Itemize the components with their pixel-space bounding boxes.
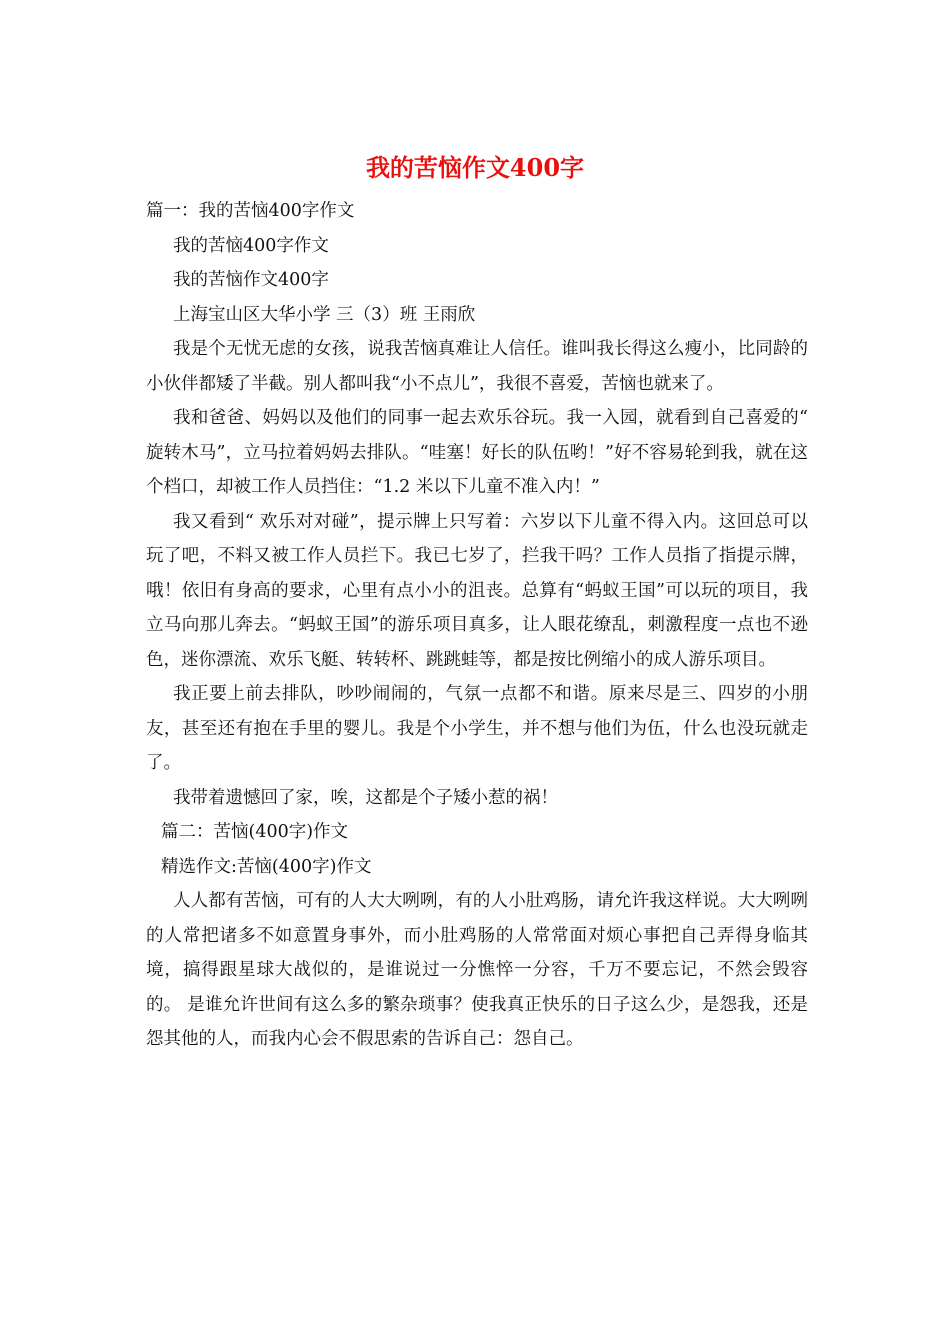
document-title: 我的苦恼作文400字 — [365, 153, 585, 182]
body-paragraph: 我正要上前去排队，吵吵闹闹的，气氛一点都不和谐。原来尽是三、四岁的小朋友，甚至还有抱在手里的婴儿。我是个小学生，并不想与他们为伍，什么也没玩就走了。 — [146, 684, 808, 773]
body-paragraph: 人人都有苦恼，可有的人大大咧咧，有的人小肚鸡肠，请允许我这样说。大大咧咧的人常把诸多不如意置身事外，而小肚鸡肠的人常常面对烦心事把自己弄得身临其境，搞得跟星球大战似的，是谁说过一分憔悴一分容，千万不要忘记，不然会毁容的。 是谁允许世间有这么多的繁杂琐事？使我真正快乐的日子这么少，是怨我，还是怨其他的人，而我内心会不假思索的告诉自己：怨自己。 — [146, 891, 808, 1049]
body-paragraph: 我带着遗憾回了家，唉，这都是个子矮小惹的祸！ — [173, 787, 558, 808]
document-body — [146, 194, 808, 1057]
section-heading-two: 篇二：苦恼(400字)作文 — [161, 822, 349, 842]
body-paragraph: 我又看到“ 欢乐对对碰”，提示牌上只写着：六岁以下儿童不得入内。这回总可以玩了吧，不料又被工作人员拦下。我已七岁了，拦我干吗？工作人员指了指提示牌，哦！依旧有身高的要求，心里有点小小的沮丧。总算有“蚂蚁王国”可以玩的项目，我立马向那儿奔去。“蚂蚁王国”的游乐项目真多，让人眼花缭乱，刺激程度一点也不逊色，迷你漂流、欢乐飞艇、转转杯、跳跳蛙等，都是按比例缩小的成人游乐项目。 — [146, 511, 808, 670]
essay-title-line: 我的苦恼作文400字 — [173, 270, 329, 290]
section-heading-one: 篇一：我的苦恼400字作文 — [146, 201, 355, 221]
author-line: 上海宝山区大华小学 三（3）班 王雨欣 — [173, 304, 476, 325]
body-paragraph: 我是个无忧无虑的女孩，说我苦恼真难让人信任。谁叫我长得这么瘦小，比同龄的 小伙伴都矮了半截。别人都叫我“小不点儿”，我很不喜爱，苦恼也就来了。 — [146, 339, 808, 394]
essay-title-line: 我的苦恼400字作文 — [173, 235, 329, 256]
essay-subtitle-line: 精选作文:苦恼(400字)作文 — [161, 856, 372, 877]
body-paragraph: 我和爸爸、妈妈以及他们的同事一起去欢乐谷玩。我一入园，就看到自己喜爱的“ 旋转木马”，立马拉着妈妈去排队。“哇塞！好长的队伍哟！”好不容易轮到我，就在这个档口，却被工作人员挡住：“1.2 米以下儿童不准入内！” — [146, 408, 808, 497]
